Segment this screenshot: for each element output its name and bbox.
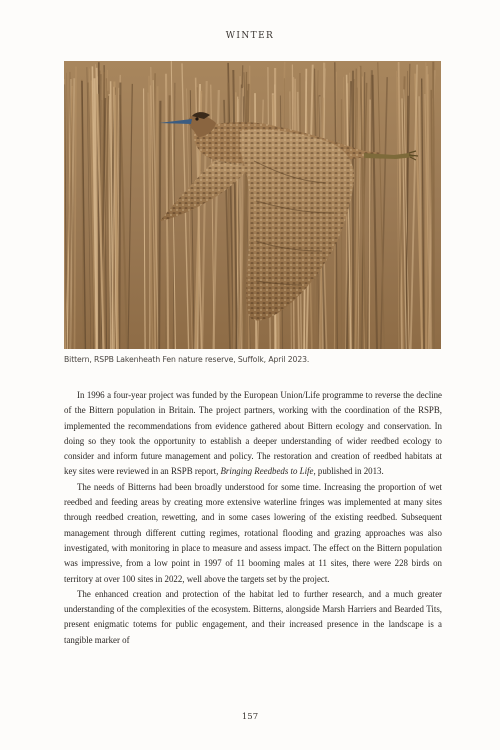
running-head: WINTER (225, 31, 275, 41)
paragraph: The enhanced creation and protection of the habitat led to further research, and a much greater understanding of the complexities of the ecosystem. Bitterns, alongside Marsh Harriers and Bearded Tits, present enigmatic totems for public engagement, and their increased presence in the landscape is a tangible marker of (64, 588, 442, 645)
body-text (64, 388, 442, 648)
bittern-photo (64, 61, 441, 349)
paragraph: The needs of Bitterns had been broadly understood for some time. Increasing the proportion of wet reedbed and feeding areas by creating more extensive waterline fringes was implemented at many sites through reedbed creation, rewetting, and in some cases lowering of the existing reedbed. Subsequent management through different cutting regimes, rotational flooding and grazing approaches was also investigated, with monitoring in place to measure and assess impact. The effect on the Bittern population was impressive, from a low point in 1997 of 11 booming males at 11 sites, there were 228 birds on territory at over 100 sites in 2022, well above the targets set by the project. (64, 481, 442, 584)
paragraph: In 1996 a four-year project was funded by the European Union/Life programme to reverse the decline of the Bittern population in Britain. The project partners, working with the coordination of the RSPB, implemented the recommendations from evidence gathered about Bittern ecology and conservation. In doing so they took the opportunity to establish a deeper understanding of wider reedbed ecology to consider and inform future management and policy. The restoration and creation of reedbed habitats at key sites were reviewed in an RSPB report, Bringing Reedbeds to Life, published in 2013. (64, 390, 442, 477)
photo-caption: Bittern, RSPB Lakenheath Fen nature reserve, Suffolk, April 2023. (64, 355, 310, 364)
page-number: 157 (241, 712, 259, 722)
